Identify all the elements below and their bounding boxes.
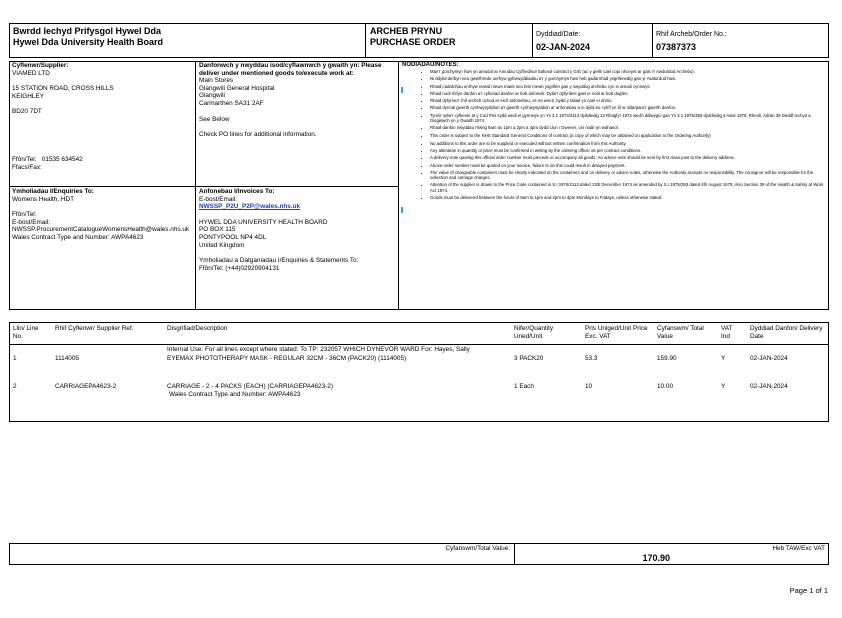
invoices-label: Anfonebau I/Invoices To:	[199, 188, 275, 195]
note-item: • Rhaid danfon nwyddau rhwng 9am ac 1pm a 2pm a 4pm dydd Llun i Gwener, oni nodir yn wahanol.	[430, 125, 826, 130]
divider	[398, 61, 399, 310]
row-total-value: 10.00	[657, 383, 673, 390]
order-no-value: 07387373	[656, 42, 697, 52]
note-item: • Any alteration in quantity or price must be confirmed in writing by the ordering officer as per contract conditions.	[430, 148, 826, 153]
enquiries-phone: Ffôn/Tel:	[12, 211, 37, 219]
note-item: • No additions to this order are to be supplied or executed without written confirmation from this Authority.	[430, 141, 826, 146]
note-item: • Goods must be delivered between the hours of 9am to 1pm and 2pm to 4pm Mondays to Fridays, unless otherwise stated.	[430, 195, 826, 200]
divider	[9, 186, 398, 187]
note-item: • The value of chargeable containers must be clearly indicated on the containers and on delivery or advice notes, otherwise the Authority accepts no responsibility. The consignor will be responsible for the collection and carriage charges.	[430, 170, 826, 180]
deliver-see-below: See Below	[199, 115, 230, 123]
notes-label: NODIADAU/NOTES:	[402, 62, 459, 68]
total-label: Cyfanswm/Total Value:	[445, 545, 510, 552]
col-supplier-ref: Rhif Cyflenwr/ Supplier Ref.	[55, 325, 134, 332]
note-item: • Tynnir sylw'r cyflenwr at y Cod Pris sydd wedi ei gynnwys yn Ys 3.1 1974/2113 dyddiedig 13 Rhagfyr 1974 wedi'i ddiwygio gan Ys 3.1 1975/393 dyddiedig 4 Awst 1975; Rheoli, Adran 39 Deddf Iechyd a Diogelwch yn y Gwaith 1974.	[430, 113, 826, 123]
col-price: Pris Uniged/Unit Price Exc. VAT	[585, 325, 648, 340]
date-value: 02-JAN-2024	[536, 42, 591, 52]
order-no-label: Rhif Archeb/Order No.:	[656, 31, 727, 38]
note-item: • This order is subject to the NHS Standard General Conditions of contract (a copy of which may be obtained on application to the Ordering Authority)	[430, 133, 826, 138]
enquiries-contract: Wales Contract Type and Number: AWPA4623	[12, 233, 144, 241]
marker-icon	[401, 87, 403, 93]
col-line-no: Llin/ Line No.	[13, 325, 39, 340]
row-line-no: 2	[13, 383, 17, 390]
row-description: EYEMAX PHOTOTHERAPY MASK - REGULAR 32CM - 36CM (PACK20) (1114005)	[167, 355, 407, 362]
org-name-english: Hywel Dda University Health Board	[13, 37, 164, 47]
note-item: • Rhaid dyfynnu'r rhif archeb uchod ar eich anfonebau, os na wneir, bydd y taliad yn cael ei ohirio.	[430, 98, 826, 103]
notes-section	[402, 62, 826, 202]
supplier-address2: KEIGHLEY	[12, 92, 44, 100]
col-delivery: Dyddiad Danfon/ Delivery Date	[750, 325, 823, 340]
col-vat: VAT Ind	[721, 325, 733, 340]
deliver-line4: Carmarthen SA31 2AF	[199, 99, 264, 107]
invoices-line4: United Kingdom	[199, 241, 245, 249]
invoices-line1: HYWEL DDA UNIVERSITY HEALTH BOARD	[199, 218, 328, 226]
row-total-value: 159.90	[657, 355, 677, 362]
deliver-label: Danfonwch y nwyddau isod/cyflawnwch y gwaith yn: Please deliver under mentioned goods to/execute work at:	[199, 62, 382, 77]
note-item: • Mae'r gorchymyn hwn yn amodol ar Amodau Cyffredinol Safonol contract y GIG (ac y gellir cael copi ohonynt ar gais i'r Awdurdod Archebu).	[430, 69, 826, 74]
divider	[652, 23, 653, 58]
enquiries-section	[12, 188, 194, 242]
enquiries-email-label: E-bost/Email:	[12, 218, 51, 226]
supplier-label: Cyflenwr/Supplier:	[12, 62, 69, 69]
doc-title-welsh: ARCHEB PRYNU	[370, 26, 443, 36]
invoices-line3: PONTYPOOL NP4 4DL	[199, 233, 267, 241]
note-item: • Rhaid nodi rhifyn danfon a'r cyfeiriad danfon ar bob anfoneb. Dylai'r dyfynbris gael ei nodi ar bob dogfen.	[430, 91, 826, 96]
deliver-line3: Glangwili	[199, 92, 225, 100]
deliver-line1: Main Stores	[199, 77, 234, 85]
row-vat-ind: Y	[721, 355, 726, 362]
doc-title-english: PURCHASE ORDER	[370, 37, 456, 47]
note-item: • Rhaid cadarnhau unrhyw newid mewn maint neu bris mewn ysgrifen gan y swyddog archebu cyn ei amodi cynnwys.	[430, 84, 826, 89]
internal-use-note: Internal Use: For all lines except where stated: To TP: 232057 WHICH DYNEVOR WARD For: Hayes, Sally	[167, 346, 470, 353]
total-value: 170.90	[642, 553, 670, 563]
enquiries-label: Ymholiadau I/Enquiries To:	[12, 188, 94, 195]
note-item: • A delivery note quoting this official order number must precede or accompany all goods. An advice note should be sent by first class post to the delivery address.	[430, 155, 826, 160]
row-unit-price: 53.3	[585, 355, 598, 362]
invoices-line2: PO BOX 115	[199, 226, 236, 234]
note-item: • Rhaid dynodi gwerth cynhwysyddion a'r gwerth cynhwysyddion ar anfonebau a ni dylid eu cyfrif yn ôl ar ddarparu'r gwerth danfon.	[430, 105, 826, 110]
row-description: CARRIAGE - 2 - 4 PACKS (EACH) (CARRIAGEPA4623-2)	[167, 383, 333, 390]
row-line-no: 1	[13, 355, 17, 362]
invoices-statements-phone: Ffôn/Tel: (+44)02920904131	[199, 264, 280, 272]
supplier-postcode: BD20 7DT	[12, 108, 42, 116]
invoices-statements: Ymholiadau a Datganiadau I/Enquiries & Statements To:	[199, 257, 359, 265]
supplier-phone: Ffôn/Tel: 01535 634542	[12, 155, 83, 163]
supplier-name: VIAMED LTD	[12, 69, 50, 77]
col-description: Disgrifiad/Description	[167, 325, 228, 332]
supplier-address1: 15 STATION ROAD, CROSS HILLS	[12, 85, 114, 93]
page-number: Page 1 of 1	[789, 586, 828, 595]
note-item: • Attention of the supplier is drawn to the Price Code contained in S.I 1974/2113 dated 13th December 1974 as amended by S.I 1975/393 dated 4th August 1975; Also Section 39 of the Health & Safety at Work Act 1974.	[430, 182, 826, 192]
note-item: • Above order number must be quoted on your invoice, failure to do this could result in delayed payment.	[430, 163, 826, 168]
deliver-check: Check PO lines for additional information.	[199, 131, 317, 139]
deliver-line2: Glangwili General Hospital	[199, 84, 275, 92]
row-supplier-ref: CARRIAGEPA4623-2	[55, 383, 117, 390]
divider	[514, 543, 515, 565]
note-item: • Ni ddylid derbyn neu gweithredu unrhyw gyfarwyddiadau a'r y gorchymyn hwn heb gadarnhad ysgrifenedig gan yr Awdurdod hwn.	[430, 76, 826, 81]
enquiries-email[interactable]: NWSSP.ProcurementCatalogueWomensHealth@wales.nhs.uk	[12, 226, 190, 234]
deliver-section	[199, 62, 395, 139]
invoices-email-link[interactable]: NWSSP_P2U_P2P@wales.nhs.uk	[199, 203, 301, 211]
supplier-section	[12, 62, 192, 171]
org-name-welsh: Bwrdd Iechyd Prifysgol Hywel Dda	[13, 26, 162, 36]
row-description-extra: Wales Contract Type and Number: AWPA4623	[169, 391, 301, 398]
row-supplier-ref: 1114005	[55, 355, 79, 362]
divider	[365, 23, 366, 58]
marker-icon	[401, 207, 403, 213]
col-unit: Nifer/Quantity Uned/Unit	[514, 325, 554, 340]
invoices-section	[199, 188, 395, 272]
row-unit-qty: 1 Each	[514, 383, 534, 390]
divider	[532, 23, 533, 58]
supplier-fax: Ffacs/Fax:	[12, 163, 42, 171]
row-unit-qty: 3 PACK20	[514, 355, 544, 362]
row-vat-ind: Y	[721, 383, 726, 390]
divider	[9, 344, 829, 345]
row-unit-price: 10	[585, 383, 593, 390]
col-total: Cyfanswm/ Total Value	[657, 325, 704, 340]
exc-vat-label: Heb TAW/Exc VAT	[772, 545, 825, 552]
row-delivery-date: 02-JAN-2024	[750, 383, 788, 390]
enquiries-name: Womens Health, HDT	[12, 195, 75, 203]
row-delivery-date: 02-JAN-2024	[750, 355, 788, 362]
notes-list	[402, 69, 826, 200]
invoices-email-label: E-bost/Email:	[199, 195, 238, 203]
date-label: Dyddiad/Date:	[536, 31, 581, 38]
